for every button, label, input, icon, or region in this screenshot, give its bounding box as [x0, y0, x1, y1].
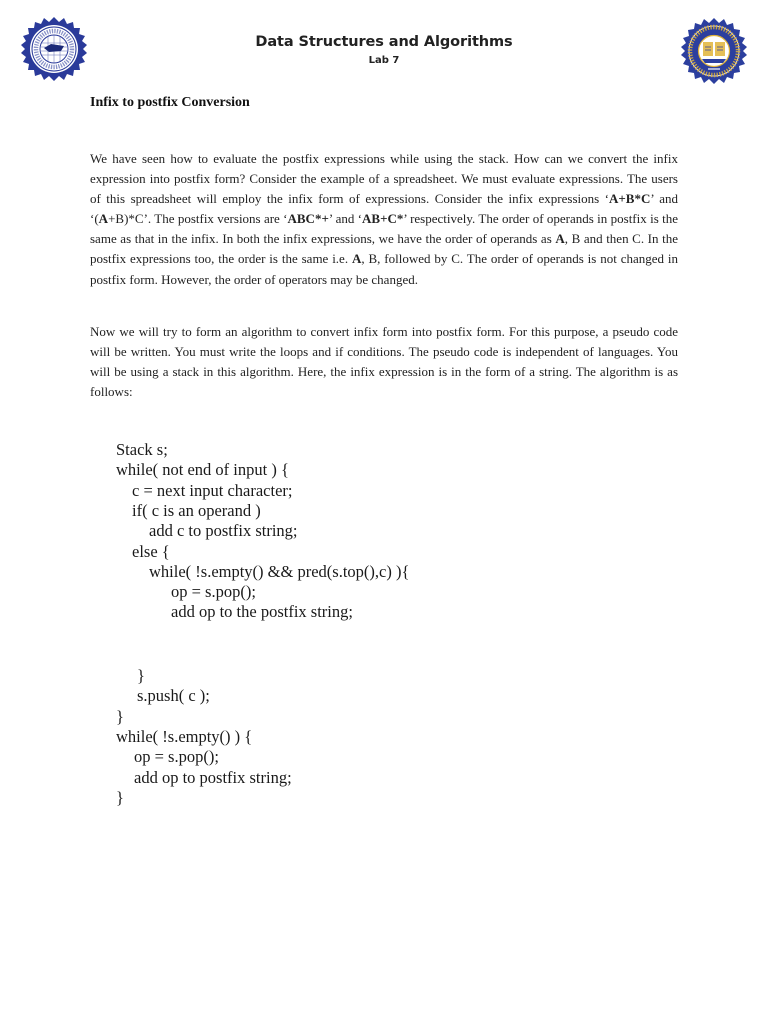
- code-line: else {: [132, 541, 170, 561]
- code-line: }: [116, 706, 124, 726]
- code-line: c = next input character;: [132, 480, 293, 500]
- expression-bold: A+B*C: [609, 191, 651, 207]
- operand-bold: A: [555, 231, 565, 247]
- code-line: while( !s.empty() && pred(s.top(),c) ){: [149, 561, 410, 581]
- department-logo: [20, 16, 88, 84]
- university-logo: [678, 17, 750, 89]
- code-line: add op to the postfix string;: [171, 602, 353, 622]
- lab-number: Lab 7: [368, 55, 400, 66]
- paragraph-text: We have seen how to evaluate the postfix expressions while using the stack. How can we convert the infix expression into postfix form? Consider the example of a spreadsheet. We must evaluate expressions. The users of this spreadsheet will employ the infix form of expressions. Consider the infix expressions ‘: [90, 151, 678, 207]
- operand-bold: A: [351, 251, 362, 267]
- code-line: op = s.pop();: [134, 747, 219, 767]
- code-line: Stack s;: [116, 440, 168, 459]
- code-line: op = s.pop();: [171, 582, 256, 602]
- paragraph-algorithm-intro: Now we will try to form an algorithm to convert infix form into postfix form. For this purpose, a pseudo code will be written. You must write the loops and if conditions. The pseudo code is independent of languages. You will be using a stack in this algorithm. Here, the infix expression is in the form of a string. The algorithm is as follows:: [90, 324, 678, 400]
- code-line: while( !s.empty() ) {: [116, 726, 253, 746]
- paragraph-text: ’. The postfix versions are ‘: [143, 211, 288, 227]
- code-line: add op to postfix string;: [134, 767, 292, 787]
- paragraph-text: , B and then C. In the postfix expressions too, the order is the same i.e.: [90, 231, 678, 267]
- code-line: }: [137, 666, 145, 685]
- paragraph-intro: [90, 149, 678, 290]
- paragraph-text: , B, followed by C. The order of operands is not changed in postfix form. However, the order of operators may be changed.: [90, 251, 678, 287]
- expression-bold: A: [98, 211, 109, 227]
- course-title: Data Structures and Algorithms: [255, 34, 513, 50]
- code-line: while( not end of input ) {: [116, 460, 289, 480]
- expression-text: +B)*C: [108, 211, 144, 227]
- paragraph-text: ’ respectively. The order of operands in postfix is the same as that in the infix. In both the infix expressions, we have the order of operands as: [90, 211, 678, 247]
- section-heading: Infix to postfix Conversion: [90, 95, 250, 110]
- paragraph-text: ’ and ‘(: [90, 191, 678, 227]
- expression-bold: ABC*+: [287, 211, 329, 227]
- paragraph-text: ’ and ‘: [328, 211, 363, 227]
- expression-bold: AB+C*: [362, 211, 404, 227]
- code-line: s.push( c );: [137, 686, 210, 706]
- code-line: if( c is an operand ): [132, 500, 261, 520]
- code-line: add c to postfix string;: [149, 521, 298, 541]
- code-line: }: [116, 787, 124, 807]
